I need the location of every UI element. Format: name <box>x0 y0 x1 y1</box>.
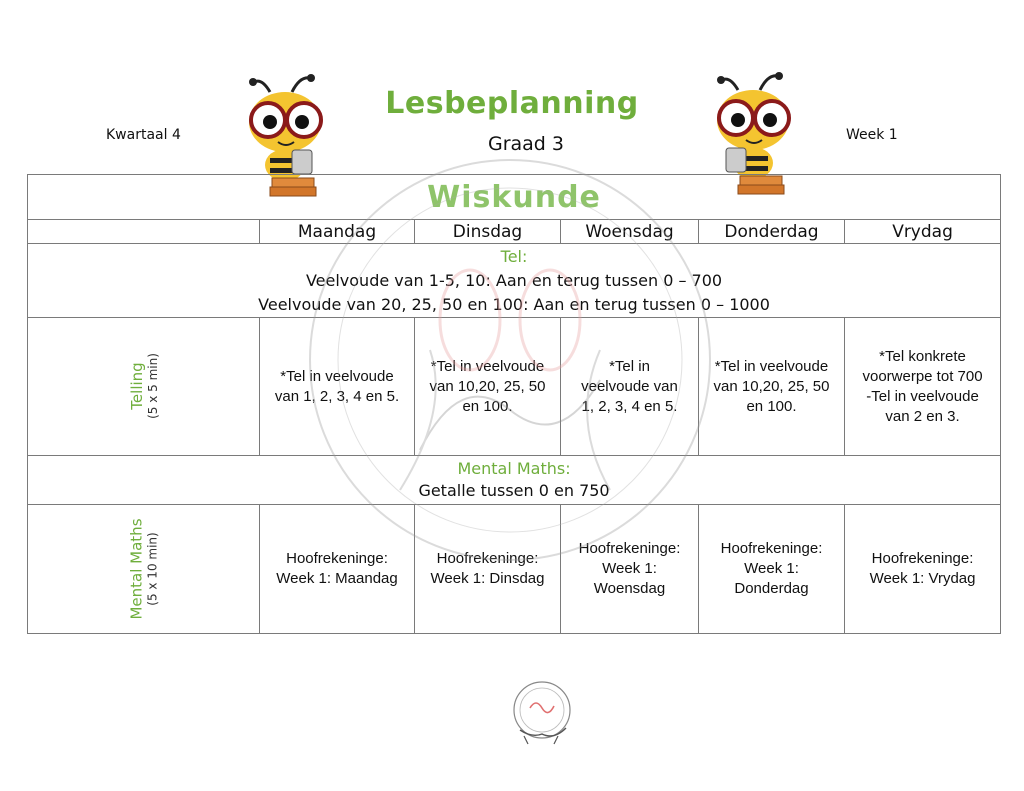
lesson-plan-table <box>27 174 1001 634</box>
cell-line: veelvoude van <box>581 377 678 395</box>
cell-line: *Tel konkrete <box>879 347 966 365</box>
cell-line: 1, 2, 3, 4 en 5. <box>581 397 678 415</box>
grade-label: Graad 3 <box>487 133 564 155</box>
mental-heading: Mental Maths: <box>457 459 571 478</box>
day-header: Donderdag <box>699 220 845 244</box>
page-title: Lesbeplanning <box>385 86 639 121</box>
cell-line: Woensdag <box>593 580 666 597</box>
telling-label: Telling <box>127 362 146 410</box>
week-label: Week 1 <box>846 127 898 143</box>
day-header: Maandag <box>260 220 415 244</box>
cell-line: Week 1: Vrydag <box>869 570 976 587</box>
corner-cell <box>28 220 260 244</box>
tel-line: Veelvoude van 20, 25, 50 en 100: Aan en terug tussen 0 – 1000 <box>258 294 770 314</box>
cell-line: *Tel in <box>609 357 650 375</box>
cell-line: voorwerpe tot 700 <box>862 367 983 385</box>
mental-cell <box>561 505 699 634</box>
cell-line: Hoofrekeninge: <box>286 550 388 567</box>
cell-line: Hoofrekeninge: <box>871 550 974 567</box>
cell-line: Week 1: Maandag <box>276 570 398 587</box>
cell-line: Hoofrekeninge: <box>436 550 539 567</box>
cell-line: Week 1: <box>744 560 799 577</box>
mental-label-cell <box>28 505 260 634</box>
cell-line: *Tel in veelvoude <box>430 357 545 375</box>
day-header: Vrydag <box>845 220 1001 244</box>
cell-line: van 10,20, 25, 50 <box>429 377 546 395</box>
mental-label: Mental Maths <box>127 517 146 620</box>
subject-cell <box>28 175 1001 220</box>
telling-cell <box>699 318 845 456</box>
cell-line: Week 1: <box>602 560 657 577</box>
mental-cell <box>415 505 561 634</box>
cell-line: van 1, 2, 3, 4 en 5. <box>274 387 400 405</box>
telling-cell <box>260 318 415 456</box>
day-header: Woensdag <box>561 220 699 244</box>
cell-line: Hoofrekeninge: <box>720 540 823 557</box>
mental-overview-cell <box>28 456 1001 505</box>
footer-logo <box>510 678 574 748</box>
cell-line: en 100. <box>462 397 513 415</box>
quarter-label: Kwartaal 4 <box>106 127 181 143</box>
subject-title: Wiskunde <box>427 179 601 215</box>
mental-cell <box>699 505 845 634</box>
tel-overview-cell <box>28 244 1001 318</box>
cell-line: Hoofrekeninge: <box>578 540 681 557</box>
cell-line: *Tel in veelvoude <box>714 357 829 375</box>
telling-cell <box>845 318 1001 456</box>
mental-cell <box>845 505 1001 634</box>
cell-line: Donderdag <box>734 580 809 597</box>
telling-cell <box>415 318 561 456</box>
telling-duration: (5 x 5 min) <box>145 353 160 419</box>
telling-label-cell <box>28 318 260 456</box>
mental-line: Getalle tussen 0 en 750 <box>418 481 610 500</box>
cell-line: -Tel in veelvoude <box>866 387 979 405</box>
cell-line: van 10,20, 25, 50 <box>713 377 830 395</box>
cell-line: Week 1: Dinsdag <box>430 570 545 587</box>
mental-duration: (5 x 10 min) <box>145 531 160 606</box>
cell-line: *Tel in veelvoude <box>280 367 394 385</box>
tel-line: Veelvoude van 1-5, 10: Aan en terug tussen 0 – 700 <box>305 270 723 290</box>
mental-cell <box>260 505 415 634</box>
cell-line: en 100. <box>746 397 797 415</box>
tel-heading: Tel: <box>500 246 528 266</box>
cell-line: van 2 en 3. <box>885 407 960 425</box>
telling-cell <box>561 318 699 456</box>
day-header: Dinsdag <box>415 220 561 244</box>
